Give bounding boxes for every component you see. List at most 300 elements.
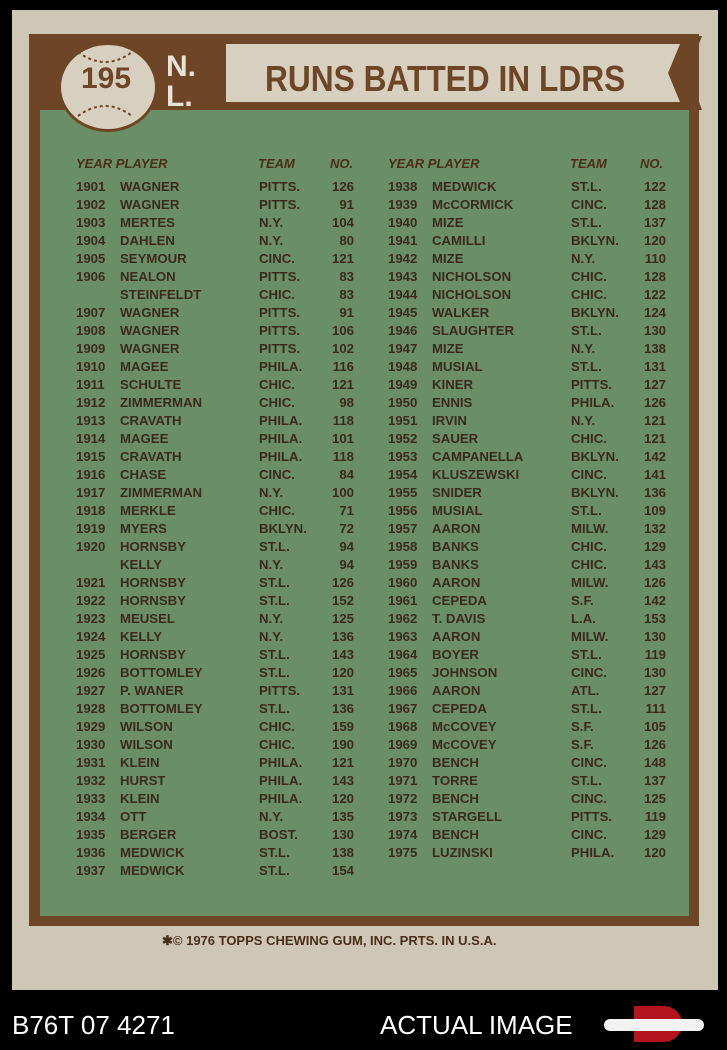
- table-row: [388, 287, 688, 305]
- row-player: MEDWICK: [432, 179, 497, 194]
- row-year: 1904: [76, 233, 106, 248]
- row-team: S.F.: [571, 737, 594, 752]
- table-row: [388, 773, 688, 791]
- row-number: 84: [339, 467, 354, 482]
- table-row: [76, 269, 376, 287]
- row-number: 120: [643, 845, 666, 860]
- table-row: [388, 809, 688, 827]
- row-year: 1964: [388, 647, 418, 662]
- row-year: 1941: [388, 233, 418, 248]
- row-number: 110: [644, 251, 666, 266]
- table-row: [76, 809, 376, 827]
- row-team: PHILA.: [259, 413, 303, 428]
- table-row: [388, 755, 688, 773]
- right-header-year-player: YEAR PLAYER: [388, 156, 480, 171]
- row-year: 1924: [76, 629, 106, 644]
- row-player: MEDWICK: [120, 863, 185, 878]
- row-team: ST.L.: [259, 863, 290, 878]
- row-year: 1933: [76, 791, 106, 806]
- row-team: N.Y.: [259, 215, 284, 230]
- row-year: 1902: [76, 197, 106, 212]
- row-team: ST.L.: [259, 647, 290, 662]
- row-year: 1908: [76, 323, 106, 338]
- table-row: [76, 251, 376, 269]
- table-row: [76, 341, 376, 359]
- row-number: 125: [643, 791, 666, 806]
- left-header-no: NO.: [330, 156, 354, 171]
- row-year: 1950: [388, 395, 418, 410]
- row-number: 83: [339, 287, 354, 302]
- row-player: CHASE: [120, 467, 167, 482]
- table-row: [76, 863, 376, 881]
- row-player: CRAVATH: [120, 449, 182, 464]
- row-team: PHILA.: [259, 431, 303, 446]
- table-row: [76, 305, 376, 323]
- row-team: CINC.: [571, 467, 607, 482]
- row-player: WAGNER: [120, 323, 180, 338]
- row-number: 105: [643, 719, 666, 734]
- row-team: BKLYN.: [571, 485, 619, 500]
- row-team: S.F.: [571, 719, 594, 734]
- row-number: 129: [643, 539, 666, 554]
- row-player: AARON: [432, 629, 481, 644]
- row-number: 121: [331, 755, 354, 770]
- row-number: 152: [331, 593, 354, 608]
- row-number: 116: [332, 359, 354, 374]
- row-player: MEUSEL: [120, 611, 175, 626]
- row-team: N.Y.: [259, 629, 284, 644]
- row-number: 130: [643, 629, 666, 644]
- row-team: ST.L.: [571, 773, 602, 788]
- row-year: 1975: [388, 845, 418, 860]
- table-row: [76, 323, 376, 341]
- row-player: MIZE: [432, 341, 464, 356]
- row-year: 1929: [76, 719, 106, 734]
- row-number: 126: [331, 575, 354, 590]
- row-number: 148: [643, 755, 666, 770]
- deans-cards-logo: [604, 1004, 704, 1044]
- row-player: AARON: [432, 521, 481, 536]
- row-team: BKLYN.: [571, 305, 619, 320]
- row-number: 109: [643, 503, 666, 518]
- table-row: [388, 593, 688, 611]
- table-row: [76, 467, 376, 485]
- table-row: [76, 719, 376, 737]
- row-player: HORNSBY: [120, 575, 186, 590]
- row-player: CAMPANELLA: [432, 449, 524, 464]
- row-year: 1937: [76, 863, 106, 878]
- row-player: MERKLE: [120, 503, 176, 518]
- row-number: 126: [643, 395, 666, 410]
- row-team: CHIC.: [259, 737, 295, 752]
- row-player: ZIMMERMAN: [120, 395, 203, 410]
- table-row: [388, 485, 688, 503]
- row-number: 141: [643, 467, 666, 482]
- row-player: MERTES: [120, 215, 175, 230]
- table-row: [76, 413, 376, 431]
- row-team: N.Y.: [259, 557, 284, 572]
- row-number: 91: [339, 197, 354, 212]
- row-player: KELLY: [120, 557, 163, 572]
- row-year: 1959: [388, 557, 418, 572]
- row-year: 1973: [388, 809, 418, 824]
- row-team: PITTS.: [259, 197, 301, 212]
- table-row: [388, 449, 688, 467]
- row-year: 1963: [388, 629, 418, 644]
- row-team: PHILA.: [571, 845, 615, 860]
- row-number: 98: [339, 395, 354, 410]
- row-year: 1912: [76, 395, 106, 410]
- row-team: N.Y.: [259, 611, 284, 626]
- row-team: N.Y.: [571, 251, 596, 266]
- row-year: 1957: [388, 521, 418, 536]
- row-team: N.Y.: [259, 809, 284, 824]
- row-team: CHIC.: [571, 287, 607, 302]
- row-year: 1907: [76, 305, 106, 320]
- row-year: 1942: [388, 251, 418, 266]
- table-row: [388, 845, 688, 863]
- row-number: 127: [643, 377, 666, 392]
- row-year: 1956: [388, 503, 418, 518]
- row-number: 121: [331, 377, 354, 392]
- row-year: 1955: [388, 485, 418, 500]
- row-number: 91: [339, 305, 354, 320]
- row-year: 1974: [388, 827, 418, 842]
- row-year: 1948: [388, 359, 418, 374]
- row-number: 143: [643, 557, 666, 572]
- row-year: 1968: [388, 719, 418, 734]
- row-number: 124: [643, 305, 666, 320]
- table-row: [76, 827, 376, 845]
- row-number: 119: [644, 647, 666, 662]
- row-year: 1945: [388, 305, 418, 320]
- row-number: 125: [331, 611, 354, 626]
- row-team: PITTS.: [571, 809, 613, 824]
- row-number: 130: [643, 665, 666, 680]
- row-player: MAGEE: [120, 359, 169, 374]
- row-year: 1906: [76, 269, 106, 284]
- row-player: WAGNER: [120, 179, 180, 194]
- row-number: 136: [331, 629, 354, 644]
- inventory-code: B76T 07 4271: [12, 1010, 175, 1040]
- row-team: ST.L.: [259, 701, 290, 716]
- row-number: 121: [643, 431, 666, 446]
- table-row: [388, 701, 688, 719]
- row-player: KELLY: [120, 629, 163, 644]
- table-row: [76, 485, 376, 503]
- row-team: ST.L.: [571, 701, 602, 716]
- row-year: 1949: [388, 377, 418, 392]
- row-team: CHIC.: [259, 395, 295, 410]
- row-year: 1940: [388, 215, 418, 230]
- table-row: [388, 323, 688, 341]
- table-row: [76, 647, 376, 665]
- row-player: HORNSBY: [120, 539, 186, 554]
- table-row: [388, 233, 688, 251]
- right-header-team: TEAM: [570, 156, 607, 171]
- row-number: 120: [331, 665, 354, 680]
- table-row: [76, 287, 376, 305]
- table-row: [388, 611, 688, 629]
- left-header-year-player: YEAR PLAYER: [76, 156, 168, 171]
- row-team: PITTS.: [259, 179, 301, 194]
- row-year: 1934: [76, 809, 106, 824]
- row-number: 101: [331, 431, 354, 446]
- table-row: [388, 503, 688, 521]
- row-year: 1960: [388, 575, 418, 590]
- row-team: CHIC.: [571, 269, 607, 284]
- row-team: CINC.: [571, 197, 607, 212]
- row-number: 126: [331, 179, 354, 194]
- row-number: 131: [331, 683, 354, 698]
- table-row: [388, 431, 688, 449]
- table-row: [76, 755, 376, 773]
- row-number: 153: [643, 611, 666, 626]
- row-number: 131: [643, 359, 666, 374]
- row-number: 126: [643, 737, 666, 752]
- row-player: BANKS: [432, 539, 479, 554]
- row-team: CINC.: [571, 755, 607, 770]
- table-row: [76, 791, 376, 809]
- row-year: 1925: [76, 647, 106, 662]
- row-year: 1936: [76, 845, 106, 860]
- row-player: P. WANER: [120, 683, 184, 698]
- row-team: BOST.: [259, 827, 298, 842]
- table-row: [76, 377, 376, 395]
- card-number: 195: [80, 62, 132, 95]
- table-row: [76, 215, 376, 233]
- row-number: 130: [643, 323, 666, 338]
- row-player: STEINFELDT: [120, 287, 202, 302]
- table-row: [76, 179, 376, 197]
- row-player: NICHOLSON: [432, 287, 512, 302]
- row-team: PITTS.: [571, 377, 613, 392]
- row-number: 128: [643, 197, 666, 212]
- row-player: JOHNSON: [432, 665, 498, 680]
- row-player: McCORMICK: [432, 197, 514, 212]
- row-player: TORRE: [432, 773, 478, 788]
- row-year: 1971: [388, 773, 418, 788]
- table-row: [388, 791, 688, 809]
- row-year: 1947: [388, 341, 418, 356]
- row-player: BOTTOMLEY: [120, 665, 203, 680]
- table-row: [76, 629, 376, 647]
- row-year: 1967: [388, 701, 418, 716]
- row-player: KLEIN: [120, 755, 160, 770]
- table-row: [388, 719, 688, 737]
- row-player: CEPEDA: [432, 593, 487, 608]
- row-team: ST.L.: [259, 665, 290, 680]
- table-row: [76, 197, 376, 215]
- row-year: 1918: [76, 503, 106, 518]
- right-header-no: NO.: [640, 156, 664, 171]
- row-year: 1970: [388, 755, 418, 770]
- row-player: WILSON: [120, 737, 173, 752]
- row-player: McCOVEY: [432, 719, 497, 734]
- row-number: 127: [643, 683, 666, 698]
- table-row: [388, 179, 688, 197]
- row-team: CHIC.: [259, 719, 295, 734]
- row-year: 1951: [388, 413, 418, 428]
- row-year: 1914: [76, 431, 106, 446]
- row-year: 1946: [388, 323, 418, 338]
- row-team: PHILA.: [259, 773, 303, 788]
- row-team: CINC.: [259, 467, 295, 482]
- row-team: CINC.: [571, 665, 607, 680]
- row-number: 121: [643, 413, 666, 428]
- table-row: [76, 683, 376, 701]
- league-line-1: N.: [166, 50, 196, 83]
- row-number: 138: [331, 845, 354, 860]
- row-year: 1920: [76, 539, 106, 554]
- table-row: [76, 611, 376, 629]
- row-team: PHILA.: [571, 395, 615, 410]
- table-row: [76, 593, 376, 611]
- row-player: MEDWICK: [120, 845, 185, 860]
- card-title: RUNS BATTED IN LDRS: [265, 58, 626, 99]
- row-number: 126: [643, 575, 666, 590]
- row-team: N.Y.: [571, 341, 596, 356]
- row-number: 136: [331, 701, 354, 716]
- row-number: 121: [331, 251, 354, 266]
- row-player: BOTTOMLEY: [120, 701, 203, 716]
- table-row: [388, 647, 688, 665]
- row-number: 104: [331, 215, 354, 230]
- row-number: 142: [643, 593, 666, 608]
- row-year: 1944: [388, 287, 418, 302]
- row-year: 1923: [76, 611, 106, 626]
- row-player: SLAUGHTER: [432, 323, 515, 338]
- row-team: CHIC.: [571, 431, 607, 446]
- table-row: [388, 269, 688, 287]
- row-year: 1915: [76, 449, 106, 464]
- row-player: MUSIAL: [432, 359, 483, 374]
- row-year: 1926: [76, 665, 106, 680]
- row-number: 102: [331, 341, 354, 356]
- row-number: 120: [643, 233, 666, 248]
- row-year: 1930: [76, 737, 106, 752]
- table-row: [76, 503, 376, 521]
- table-row: [388, 827, 688, 845]
- row-team: CINC.: [571, 827, 607, 842]
- row-year: 1932: [76, 773, 106, 788]
- row-player: MIZE: [432, 251, 464, 266]
- row-number: 137: [643, 215, 666, 230]
- row-team: BKLYN.: [571, 449, 619, 464]
- row-year: 1952: [388, 431, 418, 446]
- row-player: WAGNER: [120, 197, 180, 212]
- row-number: 120: [331, 791, 354, 806]
- row-team: PITTS.: [259, 269, 301, 284]
- table-row: [76, 665, 376, 683]
- row-number: 106: [331, 323, 354, 338]
- row-number: 71: [339, 503, 354, 518]
- row-number: 143: [331, 773, 354, 788]
- row-player: LUZINSKI: [432, 845, 493, 860]
- table-row: [388, 575, 688, 593]
- copyright-footer: ✱© 1976 TOPPS CHEWING GUM, INC. PRTS. IN U.S.A.: [162, 933, 497, 948]
- table-row: [388, 341, 688, 359]
- table-row: [388, 305, 688, 323]
- row-team: PITTS.: [259, 323, 301, 338]
- row-player: KLEIN: [120, 791, 160, 806]
- row-year: 1966: [388, 683, 418, 698]
- row-team: PITTS.: [259, 341, 301, 356]
- table-row: [388, 467, 688, 485]
- row-year: 1916: [76, 467, 106, 482]
- league-line-2: L.: [166, 80, 193, 113]
- table-row: [76, 233, 376, 251]
- table-row: [76, 575, 376, 593]
- row-year: 1927: [76, 683, 106, 698]
- row-team: CHIC.: [571, 539, 607, 554]
- row-player: OTT: [120, 809, 147, 824]
- row-team: MILW.: [571, 521, 609, 536]
- row-team: ATL.: [571, 683, 600, 698]
- row-year: 1938: [388, 179, 418, 194]
- row-player: BENCH: [432, 791, 479, 806]
- row-year: 1972: [388, 791, 418, 806]
- row-number: 190: [331, 737, 354, 752]
- row-year: 1903: [76, 215, 106, 230]
- row-year: 1931: [76, 755, 106, 770]
- row-team: ST.L.: [571, 359, 602, 374]
- row-player: DAHLEN: [120, 233, 175, 248]
- row-player: WAGNER: [120, 341, 180, 356]
- row-year: 1919: [76, 521, 106, 536]
- row-year: 1958: [388, 539, 418, 554]
- row-number: 72: [339, 521, 354, 536]
- row-number: 94: [339, 557, 354, 572]
- row-number: 143: [331, 647, 354, 662]
- row-team: BKLYN.: [259, 521, 307, 536]
- table-row: [388, 539, 688, 557]
- row-number: 132: [643, 521, 666, 536]
- row-player: CAMILLI: [432, 233, 486, 248]
- row-year: 1917: [76, 485, 106, 500]
- table-row: [76, 431, 376, 449]
- row-player: SAUER: [432, 431, 479, 446]
- row-player: NICHOLSON: [432, 269, 512, 284]
- row-team: ST.L.: [259, 575, 290, 590]
- row-number: 135: [331, 809, 354, 824]
- row-number: 118: [332, 449, 354, 464]
- row-team: ST.L.: [259, 593, 290, 608]
- row-number: 136: [643, 485, 666, 500]
- row-team: PHILA.: [259, 755, 303, 770]
- table-row: [76, 701, 376, 719]
- row-player: McCOVEY: [432, 737, 497, 752]
- row-year: 1921: [76, 575, 106, 590]
- row-number: 122: [643, 179, 666, 194]
- table-row: [388, 197, 688, 215]
- row-player: T. DAVIS: [432, 611, 486, 626]
- row-player: SCHULTE: [120, 377, 182, 392]
- row-player: WALKER: [432, 305, 490, 320]
- row-player: BERGER: [120, 827, 177, 842]
- row-number: 128: [643, 269, 666, 284]
- row-number: 129: [643, 827, 666, 842]
- row-player: IRVIN: [432, 413, 467, 428]
- row-number: 100: [331, 485, 354, 500]
- row-year: 1965: [388, 665, 418, 680]
- row-year: 1909: [76, 341, 106, 356]
- row-player: BANKS: [432, 557, 479, 572]
- row-team: N.Y.: [571, 413, 596, 428]
- table-row: [76, 773, 376, 791]
- row-team: S.F.: [571, 593, 594, 608]
- table-row: [388, 629, 688, 647]
